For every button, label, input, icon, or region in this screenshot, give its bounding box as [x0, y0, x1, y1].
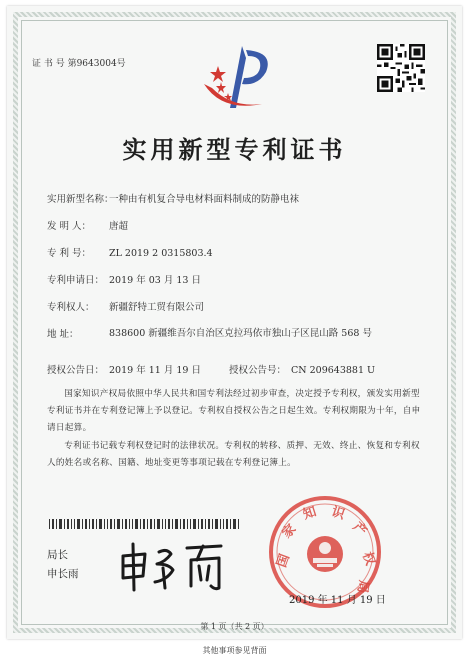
field-grant-date — [47, 362, 229, 376]
field-value: 2019 年 11 月 19 日 — [109, 365, 201, 376]
svg-text:家: 家 — [279, 521, 300, 542]
field-label: 专利权人： — [47, 302, 95, 313]
field-inventor — [47, 218, 128, 232]
svg-text:权: 权 — [359, 550, 378, 568]
field-label: 发 明 人： — [47, 221, 92, 232]
certificate-title: 实用新型专利证书 — [122, 135, 347, 164]
page-number: 第 1 页（共 2 页） — [200, 622, 269, 631]
field-grant-number — [229, 362, 375, 376]
patent-office-logo-icon — [202, 42, 280, 112]
barcode-icon — [49, 519, 239, 529]
qr-code-icon — [377, 44, 425, 92]
field-value: ZL 2019 2 0315803.4 — [109, 248, 213, 259]
certificate-page — [7, 6, 462, 639]
director-name-label: 申长雨 — [47, 568, 79, 580]
body-paragraph-2: 专利证书记载专利权登记时的法律状况。专利权的转移、质押、无效、终止、恢复和专利权人的姓名或名称、国籍、地址变更等事项记载在专利登记簿上。 — [47, 441, 420, 468]
svg-text:国: 国 — [274, 552, 293, 570]
field-label: 实用新型名称： — [47, 194, 114, 205]
field-label: 地 址： — [47, 329, 79, 340]
field-label: 专 利 号： — [47, 248, 92, 259]
field-patent-holder — [47, 299, 204, 313]
body-paragraph-1: 国家知识产权局依照中华人民共和国专利法经过初步审查，决定授予专利权，颁发实用新型专利证书并在专利登记簿上予以登记。专利权自授权公告之日起生效。专利权期限为十年，自申请日起算。 — [47, 389, 421, 433]
field-patent-number — [47, 245, 213, 259]
field-value: 2019 年 03 月 13 日 — [109, 275, 201, 286]
footer-note: 其他事项参见背面 — [202, 646, 267, 655]
field-value: CN 209643881 U — [291, 365, 376, 376]
svg-text:知: 知 — [301, 504, 319, 523]
field-label: 授权公告号： — [229, 365, 287, 376]
certificate-number: 证 书 号 第9643004号 — [32, 59, 126, 69]
svg-text:局: 局 — [353, 578, 371, 595]
svg-text:识: 识 — [329, 504, 347, 523]
field-label: 专利申请日： — [47, 275, 105, 286]
field-label: 授权公告日： — [47, 365, 105, 376]
field-value: 唐超 — [109, 221, 129, 232]
svg-text:产: 产 — [349, 519, 370, 540]
director-label: 局长 — [47, 549, 68, 561]
field-utility-model-name — [47, 191, 299, 205]
field-filing-date — [47, 272, 201, 286]
field-address — [47, 326, 399, 341]
field-value: 新疆舒特工贸有限公司 — [109, 302, 205, 313]
field-value: 838600 新疆维吾尔自治区克拉玛依市独山子区昆山路 568 号 — [109, 328, 372, 339]
field-value: 一种由有机复合导电材料面料制成的防静电袜 — [109, 194, 300, 205]
seal-date: 2019 年 11 月 19 日 — [289, 595, 386, 606]
director-signature-icon — [117, 538, 237, 594]
